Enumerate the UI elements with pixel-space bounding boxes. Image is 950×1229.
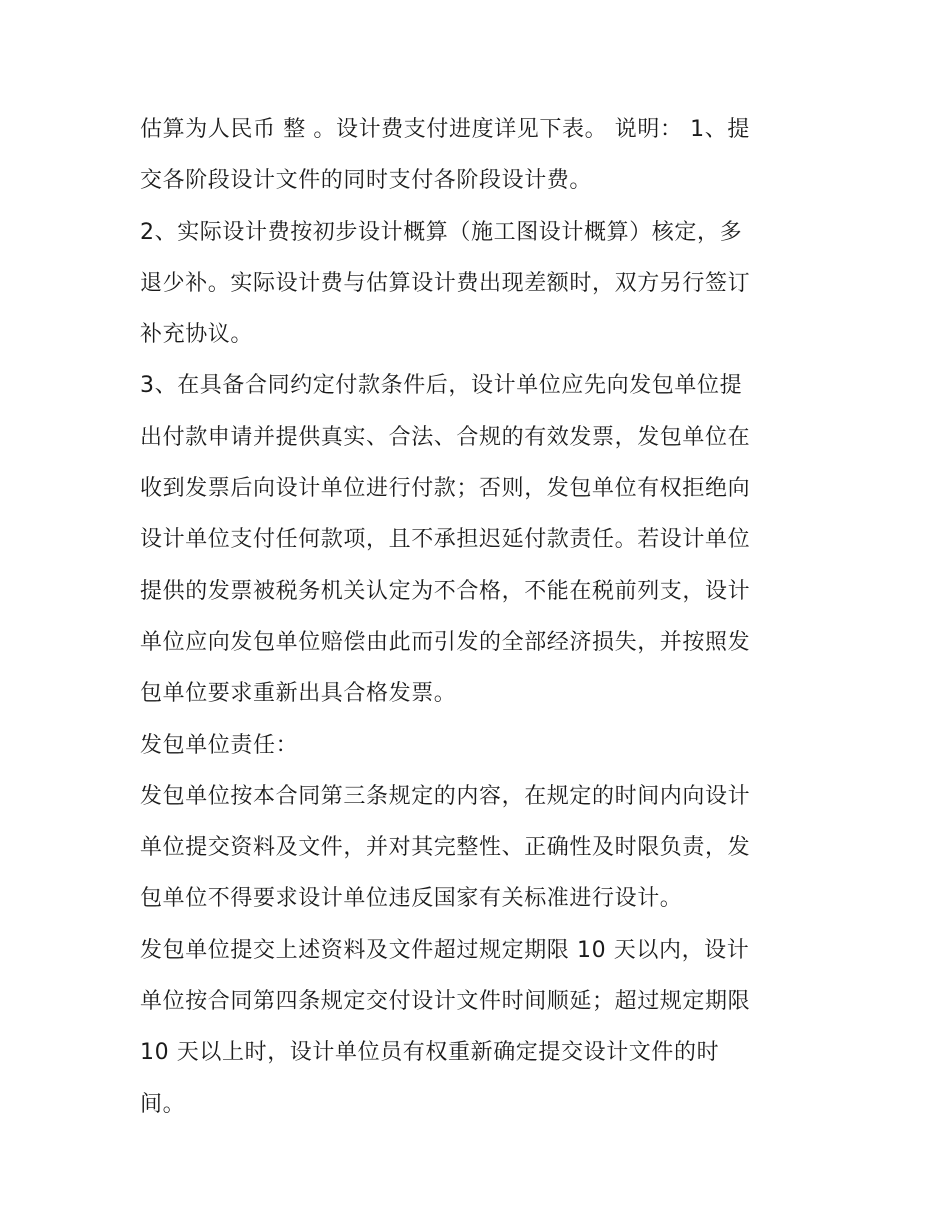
text-line: 包单位要求重新出具合格发票。 xyxy=(140,681,457,707)
text-line: 估算为人民币 整 。设计费支付进度详见下表。 说明： 1、提 xyxy=(140,117,750,142)
text-line: 交各阶段设计文件的同时支付各阶段设计费。 xyxy=(140,168,593,194)
text-line: 出付款申请并提供真实、合法、合规的有效发票，发包单位在 xyxy=(140,424,751,450)
section-heading: 发包单位责任： xyxy=(140,732,299,758)
text-line: 发包单位按本合同第三条规定的内容，在规定的时间内向设计 xyxy=(140,783,751,809)
text-line: 3、在具备合同约定付款条件后，设计单位应先向发包单位提 xyxy=(140,373,743,399)
text-line: 2、实际设计费按初步设计概算（施工图设计概算）核定，多 xyxy=(140,219,743,245)
text-line: 退少补。实际设计费与估算设计费出现差额时，双方另行签订 xyxy=(140,270,751,296)
document-body xyxy=(140,104,820,1130)
text-line: 收到发票后向设计单位进行付款；否则，发包单位有权拒绝向 xyxy=(140,476,751,502)
text-line: 提供的发票被税务机关认定为不合格，不能在税前列支，设计 xyxy=(140,578,751,604)
text-line: 间。 xyxy=(140,1091,186,1117)
text-line: 包单位不得要求设计单位违反国家有关标准进行设计。 xyxy=(140,886,683,912)
text-line: 设计单位支付任何款项，且不承担迟延付款责任。若设计单位 xyxy=(140,527,751,553)
text-line: 单位提交资料及文件，并对其完整性、正确性及时限负责，发 xyxy=(140,835,751,861)
text-line: 10 天以上时，设计单位员有权重新确定提交设计文件的时 xyxy=(140,1040,720,1066)
text-line: 发包单位提交上述资料及文件超过规定期限 10 天以内，设计 xyxy=(140,937,750,963)
text-line: 单位应向发包单位赔偿由此而引发的全部经济损失，并按照发 xyxy=(140,629,751,655)
text-line: 补充协议。 xyxy=(140,322,254,348)
text-line: 单位按合同第四条规定交付设计文件时间顺延；超过规定期限 xyxy=(140,989,751,1015)
